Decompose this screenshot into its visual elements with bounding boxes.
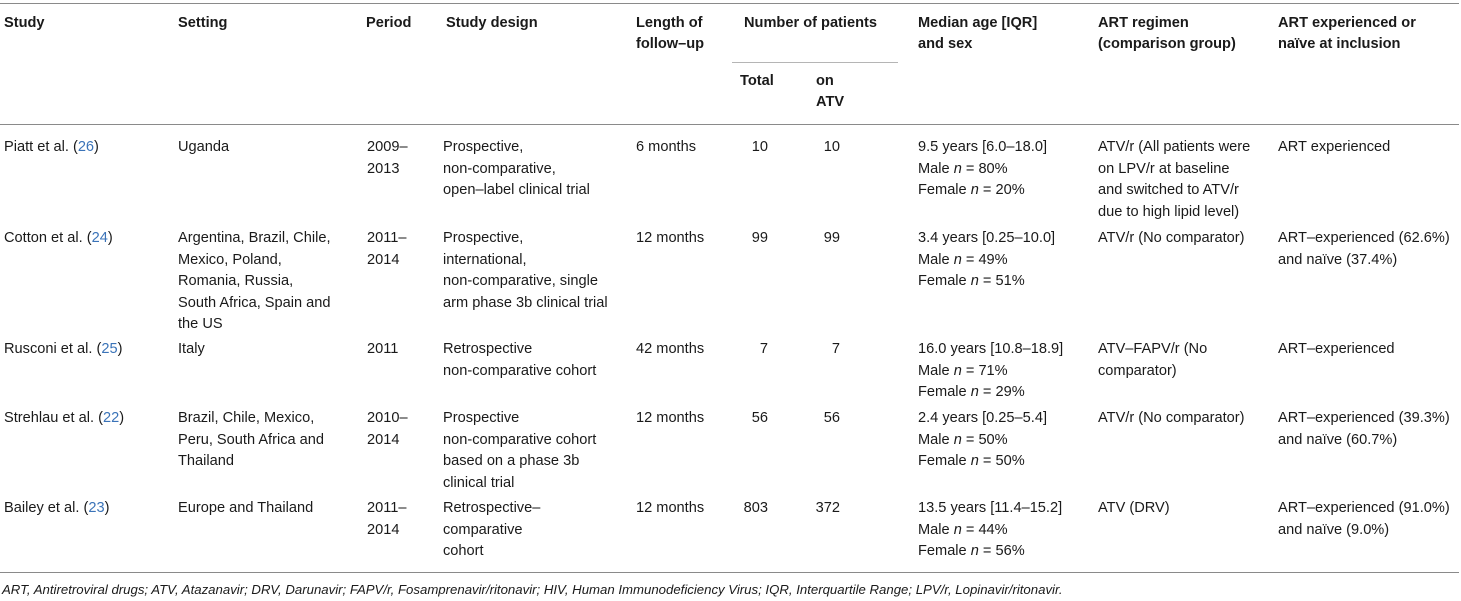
regimen-cell: [1098, 498, 1170, 520]
experience-cell: [1278, 137, 1390, 159]
total-cell: 803: [743, 500, 768, 516]
design-line: based on a phase 3b: [443, 453, 580, 469]
age-line: Male n = 50%: [918, 431, 1008, 448]
setting-line: Uganda: [178, 139, 230, 155]
age-cell: [918, 339, 1063, 404]
regimen-cell: [1098, 408, 1245, 430]
design-line: Prospective,: [443, 139, 524, 155]
total-cell: 99: [751, 230, 768, 246]
on-atv-cell: 99: [823, 230, 840, 246]
header-experience-line: naïve at inclusion: [1278, 36, 1401, 52]
design-line: non-comparative cohort: [443, 362, 597, 379]
age-line: Male n = 49%: [918, 251, 1008, 268]
period-cell: [367, 498, 407, 541]
age-line: Female n = 29%: [918, 384, 1025, 400]
experience-line: and naïve (60.7%): [1278, 431, 1398, 448]
experience-line: ART–experienced (39.3%): [1278, 410, 1450, 426]
period-line: 2011–: [367, 230, 407, 246]
header-period: Period: [366, 15, 412, 31]
age-line: 13.5 years [11.4–15.2]: [918, 500, 1063, 516]
age-line: Female n = 20%: [918, 182, 1025, 198]
study-ref-close: ): [107, 230, 113, 246]
header-experience: [1278, 13, 1416, 55]
age-line: Female n = 51%: [918, 273, 1025, 289]
design-line: cohort: [443, 543, 484, 559]
header-total: Total: [740, 73, 774, 89]
table-footnote: ART, Antiretroviral drugs; ATV, Atazanavir; DRV, Darunavir; FAPV/r, Fosamprenavir/ritonavir; HIV, Human Immunodeficiency Virus; IQR, Interquartile Range; LPV/r, Lopinavir/ritonavir.: [2, 582, 1063, 597]
regimen-line: ATV/r (No comparator): [1098, 410, 1245, 426]
header-followup: [636, 13, 704, 55]
period-cell: [367, 408, 408, 451]
age-cell: [918, 228, 1055, 293]
regimen-line: and switched to ATV/r: [1098, 182, 1239, 198]
period-line: 2013: [367, 160, 400, 177]
total-cell: 10: [751, 139, 768, 155]
study-name: [4, 228, 113, 250]
header-regimen-line: ART regimen: [1098, 15, 1189, 31]
age-line: 3.4 years [0.25–10.0]: [918, 230, 1056, 246]
experience-line: and naïve (9.0%): [1278, 521, 1390, 538]
age-line: Male n = 44%: [918, 521, 1008, 538]
total-cell: 56: [751, 410, 768, 426]
period-line: 2010–: [367, 410, 408, 426]
on-atv-cell: 10: [823, 139, 840, 155]
header-setting: Setting: [178, 15, 228, 31]
reference-link[interactable]: 24: [91, 230, 108, 246]
experience-cell: [1278, 498, 1450, 541]
age-line: 2.4 years [0.25–5.4]: [918, 410, 1047, 426]
regimen-line: ATV/r (All patients were: [1098, 139, 1251, 155]
followup-cell: 6 months: [636, 139, 697, 155]
regimen-line: comparator): [1098, 362, 1177, 379]
header-age: [918, 13, 1037, 55]
reference-link[interactable]: 23: [88, 500, 105, 516]
study-ref-close: ): [117, 341, 123, 357]
design-line: Retrospective: [443, 341, 533, 357]
total-cell: 7: [759, 341, 768, 357]
experience-cell: [1278, 408, 1450, 451]
experience-line: ART–experienced (62.6%): [1278, 230, 1450, 246]
reference-link[interactable]: 26: [77, 139, 95, 155]
on-atv-cell: 56: [823, 410, 840, 426]
setting-cell: [178, 228, 331, 336]
design-line: non-comparative,: [443, 160, 556, 177]
age-line: Female n = 56%: [918, 543, 1025, 559]
study-author: Bailey et al. (: [4, 500, 89, 516]
header-on-atv-line: ATV: [816, 94, 845, 110]
design-line: international,: [443, 251, 527, 268]
followup-cell: 12 months: [636, 500, 705, 516]
setting-cell: [178, 498, 313, 520]
age-line: 9.5 years [6.0–18.0]: [918, 139, 1047, 155]
design-cell: [443, 339, 596, 382]
age-cell: [918, 137, 1047, 202]
period-line: 2009–: [367, 139, 408, 155]
regimen-line: due to high lipid level): [1098, 203, 1240, 220]
bottom-rule: [0, 572, 1459, 573]
design-line: clinical trial: [443, 474, 515, 491]
setting-cell: [178, 408, 324, 473]
setting-line: Europe and Thailand: [178, 500, 314, 516]
header-experience-line: ART experienced or: [1278, 15, 1416, 31]
age-line: Male n = 80%: [918, 160, 1008, 177]
design-line: open–label clinical trial: [443, 182, 590, 198]
study-ref-close: ): [104, 500, 110, 516]
design-line: Prospective: [443, 410, 520, 426]
setting-line: Italy: [178, 341, 205, 357]
setting-line: Argentina, Brazil, Chile,: [178, 230, 331, 246]
followup-cell: 12 months: [636, 230, 705, 246]
header-regimen-line: (comparison group): [1098, 36, 1236, 52]
design-cell: [443, 498, 540, 563]
experience-line: ART experienced: [1278, 139, 1391, 155]
design-cell: [443, 137, 590, 202]
header-design: Study design: [446, 15, 538, 31]
header-age-line: Median age [IQR]: [918, 15, 1038, 31]
regimen-line: ATV (DRV): [1098, 500, 1170, 516]
period-cell: [367, 339, 398, 361]
setting-cell: [178, 137, 229, 159]
setting-line: Mexico, Poland,: [178, 251, 282, 268]
study-ref-close: ): [94, 139, 99, 155]
header-patients: Number of patients: [744, 15, 877, 31]
followup-cell: 12 months: [636, 410, 705, 426]
study-name: [4, 339, 122, 361]
setting-line: Thailand: [178, 453, 234, 469]
followup-cell: 42 months: [636, 341, 705, 357]
period-line: 2014: [367, 431, 400, 448]
regimen-cell: [1098, 339, 1207, 382]
period-line: 2011–: [367, 500, 407, 516]
experience-line: ART–experienced (91.0%): [1278, 500, 1450, 516]
header-followup-line: Length of: [636, 15, 703, 31]
design-cell: [443, 228, 608, 314]
design-line: non-comparative cohort: [443, 431, 597, 448]
period-cell: [367, 137, 408, 180]
age-line: Female n = 50%: [918, 453, 1025, 469]
age-cell: [918, 498, 1062, 563]
setting-line: Romania, Russia,: [178, 273, 294, 289]
study-author: Cotton et al. (: [4, 230, 92, 246]
age-line: Male n = 71%: [918, 362, 1008, 379]
design-cell: [443, 408, 596, 494]
period-line: 2014: [367, 521, 400, 538]
setting-line: Peru, South Africa and: [178, 431, 325, 448]
regimen-line: on LPV/r at baseline: [1098, 160, 1230, 177]
setting-line: South Africa, Spain and: [178, 294, 331, 311]
reference-link[interactable]: 25: [101, 341, 118, 357]
regimen-cell: [1098, 228, 1245, 250]
regimen-line: ATV/r (No comparator): [1098, 230, 1245, 246]
header-age-line: and sex: [918, 36, 973, 52]
experience-line: ART–experienced: [1278, 341, 1395, 357]
setting-cell: [178, 339, 205, 361]
setting-line: Brazil, Chile, Mexico,: [178, 410, 315, 426]
top-rule: [0, 3, 1459, 4]
design-line: Prospective,: [443, 230, 524, 246]
experience-line: and naïve (37.4%): [1278, 251, 1398, 268]
regimen-cell: [1098, 137, 1250, 223]
header-regimen: [1098, 13, 1236, 55]
study-author: Strehlau et al. (: [4, 410, 103, 426]
header-followup-line: follow–up: [636, 36, 705, 52]
reference-link[interactable]: 22: [102, 410, 120, 426]
patients-subheader-rule: [732, 62, 898, 63]
setting-line: the US: [178, 316, 223, 332]
study-author: Piatt et al. (: [4, 139, 78, 155]
age-line: 16.0 years [10.8–18.9]: [918, 341, 1064, 357]
age-cell: [918, 408, 1047, 473]
period-line: 2011: [367, 341, 399, 357]
study-ref-close: ): [119, 410, 125, 426]
study-name: [4, 498, 109, 520]
design-line: comparative: [443, 521, 523, 538]
on-atv-cell: 372: [815, 500, 840, 516]
regimen-line: ATV–FAPV/r (No: [1098, 341, 1208, 357]
header-on-atv-line: on: [816, 73, 834, 89]
header-on-atv: [816, 71, 844, 113]
experience-cell: [1278, 228, 1450, 271]
on-atv-cell: 7: [831, 341, 840, 357]
design-line: arm phase 3b clinical trial: [443, 294, 608, 311]
design-line: Retrospective–: [443, 500, 541, 516]
period-line: 2014: [367, 251, 400, 268]
study-author: Rusconi et al. (: [4, 341, 102, 357]
header-study: Study: [4, 15, 45, 31]
design-line: non-comparative, single: [443, 273, 598, 289]
study-name: [4, 408, 124, 430]
period-cell: [367, 228, 407, 271]
study-name: [4, 137, 99, 159]
experience-cell: [1278, 339, 1395, 361]
header-bottom-rule: [0, 124, 1459, 125]
